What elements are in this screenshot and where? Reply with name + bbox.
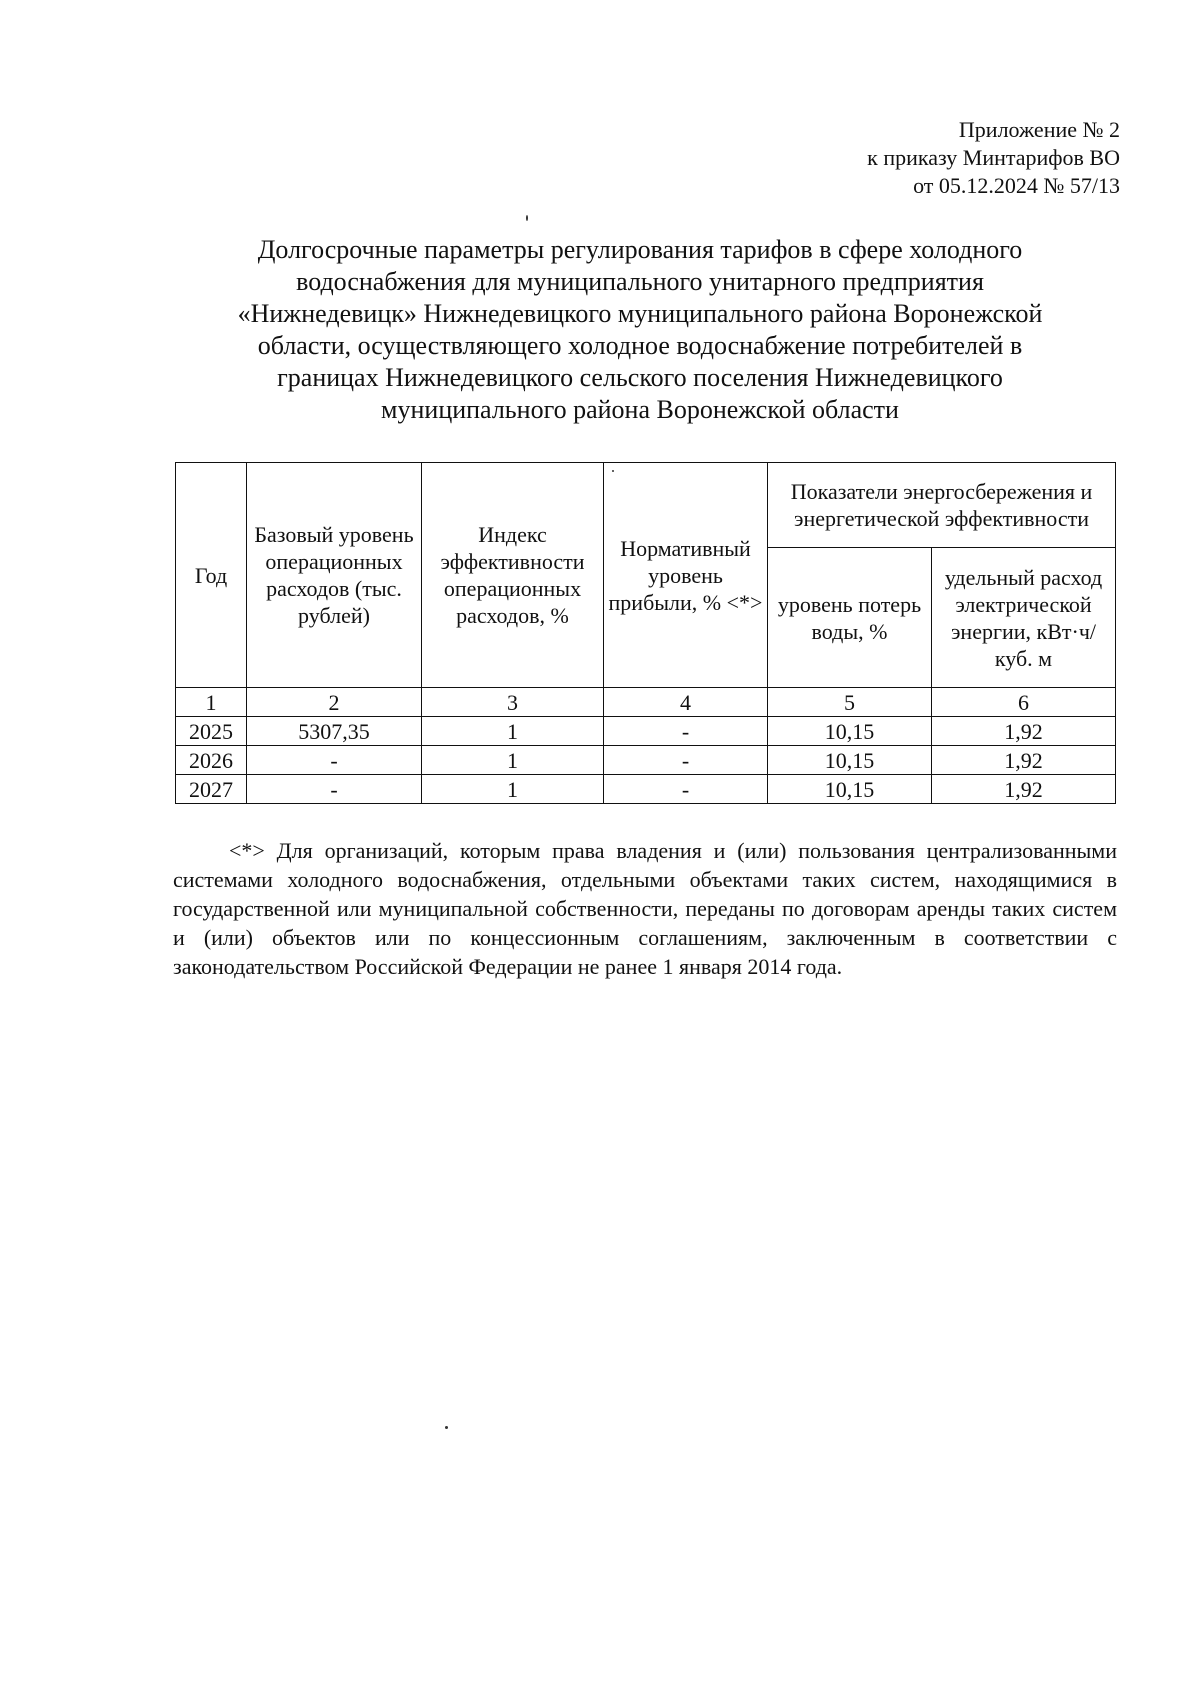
header-water-loss: уровень потерь воды, % bbox=[768, 548, 932, 688]
scan-speck bbox=[526, 215, 528, 221]
column-number: 1 bbox=[176, 688, 247, 717]
header-electricity: удельный расход электрической энергии, кВт·ч/куб. м bbox=[932, 548, 1116, 688]
cell-base-level: - bbox=[247, 775, 422, 804]
column-number: 3 bbox=[422, 688, 604, 717]
scan-speck bbox=[445, 1426, 448, 1429]
cell-base-level: 5307,35 bbox=[247, 717, 422, 746]
table-row bbox=[176, 746, 1116, 775]
cell-efficiency-index: 1 bbox=[422, 717, 604, 746]
title-line: границах Нижнедевицкого сельского поселения Нижнедевицкого bbox=[277, 363, 1003, 392]
title-line: Долгосрочные параметры регулирования тарифов в сфере холодного bbox=[257, 235, 1023, 264]
title-line: муниципального района Воронежской области bbox=[381, 395, 899, 424]
header-row bbox=[176, 463, 1116, 548]
cell-profit-level: - bbox=[604, 775, 768, 804]
cell-profit-level: - bbox=[604, 746, 768, 775]
title-line: области, осуществляющего холодное водоснабжение потребителей в bbox=[257, 331, 1023, 360]
column-number-row bbox=[176, 688, 1116, 717]
cell-profit-level: - bbox=[604, 717, 768, 746]
column-number: 4 bbox=[604, 688, 768, 717]
cell-electricity: 1,92 bbox=[932, 775, 1116, 804]
cell-year: 2025 bbox=[176, 717, 247, 746]
parameters-table bbox=[175, 462, 1116, 804]
cell-year: 2026 bbox=[176, 746, 247, 775]
cell-water-loss: 10,15 bbox=[768, 746, 932, 775]
appendix-number: Приложение № 2 bbox=[958, 117, 1120, 142]
title-line: «Нижнедевицк» Нижнедевицкого муниципального района Воронежской bbox=[237, 299, 1043, 328]
column-number: 5 bbox=[768, 688, 932, 717]
table-row bbox=[176, 717, 1116, 746]
cell-efficiency-index: 1 bbox=[422, 746, 604, 775]
cell-electricity: 1,92 bbox=[932, 746, 1116, 775]
column-number: 2 bbox=[247, 688, 422, 717]
header-efficiency-index: Индекс эффективности операционных расходов, % bbox=[422, 463, 604, 688]
header-base-level: Базовый уровень операционных расходов (тыс. рублей) bbox=[247, 463, 422, 688]
cell-year: 2027 bbox=[176, 775, 247, 804]
header-year: Год bbox=[176, 463, 247, 688]
scan-speck bbox=[612, 470, 614, 472]
cell-water-loss: 10,15 bbox=[768, 775, 932, 804]
footnote: <*> Для организаций, которым права владения и (или) пользования централизованными системами холодного водоснабжения, отдельными объектами таких систем, находящимися в государственной или муниципальной собственности, переданы по договорам аренды таких систем и (или) объектов или по концессионным соглашениям, заключенным в соответствии с законодательством Российской Федерации не ранее 1 января 2014 года. bbox=[173, 838, 1117, 979]
cell-electricity: 1,92 bbox=[932, 717, 1116, 746]
column-number: 6 bbox=[932, 688, 1116, 717]
appendix-date: от 05.12.2024 № 57/13 bbox=[913, 173, 1120, 198]
cell-water-loss: 10,15 bbox=[768, 717, 932, 746]
header-profit-level: Нормативный уровень прибыли, % <*> bbox=[604, 463, 768, 688]
cell-base-level: - bbox=[247, 746, 422, 775]
header-energy-group: Показатели энергосбережения и энергетической эффективности bbox=[768, 463, 1116, 548]
table-row bbox=[176, 775, 1116, 804]
document-title bbox=[170, 234, 1110, 426]
title-line: водоснабжения для муниципального унитарного предприятия bbox=[296, 267, 984, 296]
cell-efficiency-index: 1 bbox=[422, 775, 604, 804]
appendix-reference bbox=[867, 116, 1120, 200]
appendix-order: к приказу Минтарифов ВО bbox=[867, 145, 1120, 170]
